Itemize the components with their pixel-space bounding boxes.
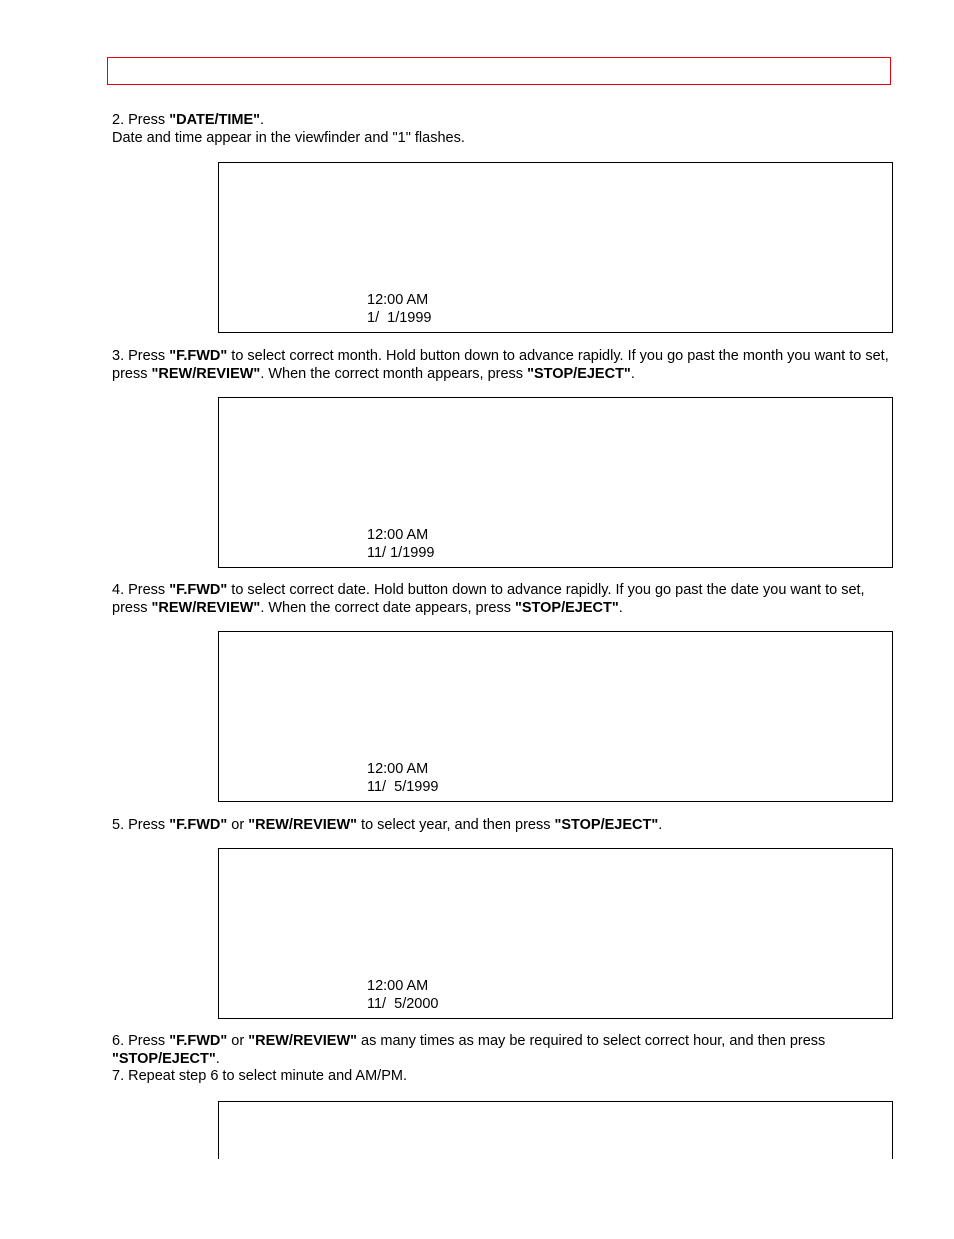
step-6-text-1: 6. Press bbox=[112, 1033, 170, 1049]
viewfinder-time: 12:00 AM bbox=[367, 761, 429, 777]
key-rew-review: "REW/REVIEW" bbox=[151, 599, 261, 616]
viewfinder-display-2 bbox=[218, 397, 893, 568]
key-rew-review: "REW/REVIEW" bbox=[248, 1033, 358, 1049]
step-4-text-4: . bbox=[618, 599, 623, 616]
viewfinder-time: 12:00 AM bbox=[367, 978, 429, 994]
step-4-text-3: . When the correct date appears, press bbox=[260, 599, 515, 616]
step-4 bbox=[112, 582, 892, 617]
step-3-text-3: . When the correct month appears, press bbox=[260, 365, 528, 382]
viewfinder-date: 11/ 5/1999 bbox=[367, 779, 439, 795]
key-rew-review: "REW/REVIEW" bbox=[248, 817, 358, 833]
step-2 bbox=[112, 112, 892, 147]
viewfinder-time: 12:00 AM bbox=[367, 292, 429, 308]
step-6-text-4: . bbox=[215, 1050, 220, 1067]
viewfinder-display-4 bbox=[218, 848, 893, 1019]
key-f-fwd: "F.FWD" bbox=[169, 582, 228, 598]
key-f-fwd: "F.FWD" bbox=[169, 817, 228, 833]
key-stop-eject: "STOP/EJECT" bbox=[112, 1050, 216, 1067]
step-7: 7. Repeat step 6 to select minute and AM/PM. bbox=[112, 1068, 407, 1084]
step-4-text-1: 4. Press bbox=[112, 582, 170, 598]
step-6-text-2: or bbox=[227, 1033, 249, 1049]
step-6 bbox=[112, 1033, 892, 1086]
viewfinder-display-3 bbox=[218, 631, 893, 802]
step-5-text-2: or bbox=[227, 817, 249, 833]
header-bar bbox=[107, 57, 891, 85]
viewfinder-date: 11/ 1/1999 bbox=[367, 545, 435, 561]
step-3-text-2: to select correct month. Hold button down to advance rapidly. If you go past the month you want to set, press bbox=[112, 348, 889, 382]
step-6-text-3: as many times as may be required to select correct hour, and then press bbox=[357, 1033, 826, 1049]
key-rew-review: "REW/REVIEW" bbox=[151, 365, 261, 382]
viewfinder-date: 11/ 5/2000 bbox=[367, 996, 439, 1012]
step-3-text-1: 3. Press bbox=[112, 348, 170, 364]
viewfinder-date: 1/ 1/1999 bbox=[367, 310, 432, 326]
step-2-line2: Date and time appear in the viewfinder and "1" flashes. bbox=[112, 129, 465, 146]
step-3-text-4: . bbox=[630, 365, 635, 382]
step-3 bbox=[112, 348, 892, 383]
key-stop-eject: "STOP/EJECT" bbox=[554, 817, 659, 833]
viewfinder-time: 12:00 AM bbox=[367, 527, 429, 543]
step-5 bbox=[112, 817, 892, 835]
step-4-text-2: to select correct date. Hold button down to advance rapidly. If you go past the date you want to set, press bbox=[112, 582, 865, 616]
page-cutoff bbox=[200, 1159, 920, 1239]
key-stop-eject: "STOP/EJECT" bbox=[527, 365, 631, 382]
step-5-text-4: . bbox=[658, 817, 663, 833]
step-2-suffix: . bbox=[260, 112, 265, 128]
key-f-fwd: "F.FWD" bbox=[169, 1033, 228, 1049]
step-5-text-3: to select year, and then press bbox=[357, 817, 555, 833]
key-date-time: "DATE/TIME" bbox=[169, 112, 261, 128]
viewfinder-display-1 bbox=[218, 162, 893, 333]
step-2-prefix: 2. Press bbox=[112, 112, 170, 128]
key-f-fwd: "F.FWD" bbox=[169, 348, 228, 364]
step-5-text-1: 5. Press bbox=[112, 817, 170, 833]
key-stop-eject: "STOP/EJECT" bbox=[515, 599, 619, 616]
